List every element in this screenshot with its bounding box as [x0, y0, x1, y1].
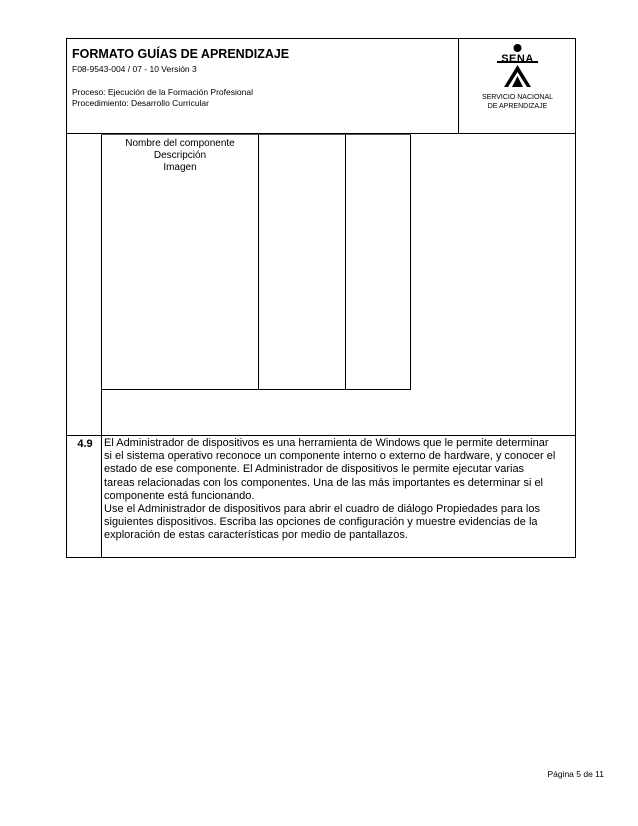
instruction-paragraph	[104, 437, 574, 543]
row-divider	[66, 435, 576, 436]
inner-column-divider	[345, 134, 346, 390]
paragraph-line: estado de ese componente. El Administrador de dispositivos le permite ejecutar varias	[104, 463, 525, 476]
sena-logo	[460, 39, 575, 133]
document-title: FORMATO GUÍAS DE APRENDIZAJE	[72, 47, 290, 61]
page-number: Página 5 de 11	[547, 769, 604, 779]
paragraph-line: Use el Administrador de dispositivos para abrir el cuadro de diálogo Propiedades para los	[104, 503, 540, 516]
logo-subtitle	[460, 93, 575, 111]
component-name-label: Nombre del componente	[125, 138, 235, 149]
logo-word: SENA	[501, 53, 534, 65]
process-line: Proceso: Ejecución de la Formación Profesional	[72, 87, 253, 97]
column-divider	[101, 134, 102, 558]
document-code: F08-9543-004 / 07 - 10 Versión 3	[72, 64, 197, 74]
paragraph-line: si el sistema operativo reconoce un componente interno o externo de hardware, y conocer el	[104, 450, 556, 463]
process-info	[72, 87, 253, 109]
inner-table-top	[101, 134, 411, 135]
header-info	[67, 39, 459, 133]
document-header	[66, 38, 576, 134]
row-number: 4.9	[77, 438, 93, 450]
logo-sub-line-2: DE APRENDIZAJE	[487, 103, 548, 110]
component-header-cell	[102, 138, 258, 174]
procedure-line: Procedimiento: Desarrollo Curricular	[72, 98, 209, 108]
paragraph-line: siguientes dispositivos. Escriba las opciones de configuración y muestre evidencias de la	[104, 516, 538, 529]
logo-sub-line-1: SERVICIO NACIONAL	[481, 94, 554, 101]
inner-table-bottom	[101, 389, 411, 390]
paragraph-line: tareas relacionadas con los componentes. Una de las más importantes es determinar si el	[104, 476, 544, 489]
paragraph-line: El Administrador de dispositivos es una herramienta de Windows que le permite determinar	[104, 437, 549, 449]
paragraph-line: componente está funcionando.	[104, 489, 255, 502]
component-image-label: Imagen	[163, 162, 197, 173]
inner-column-divider	[258, 134, 259, 390]
component-description-label: Descripción	[153, 150, 207, 161]
inner-column-divider	[410, 134, 411, 390]
paragraph-line: exploración de estas características por medio de pantallazos.	[104, 529, 408, 542]
